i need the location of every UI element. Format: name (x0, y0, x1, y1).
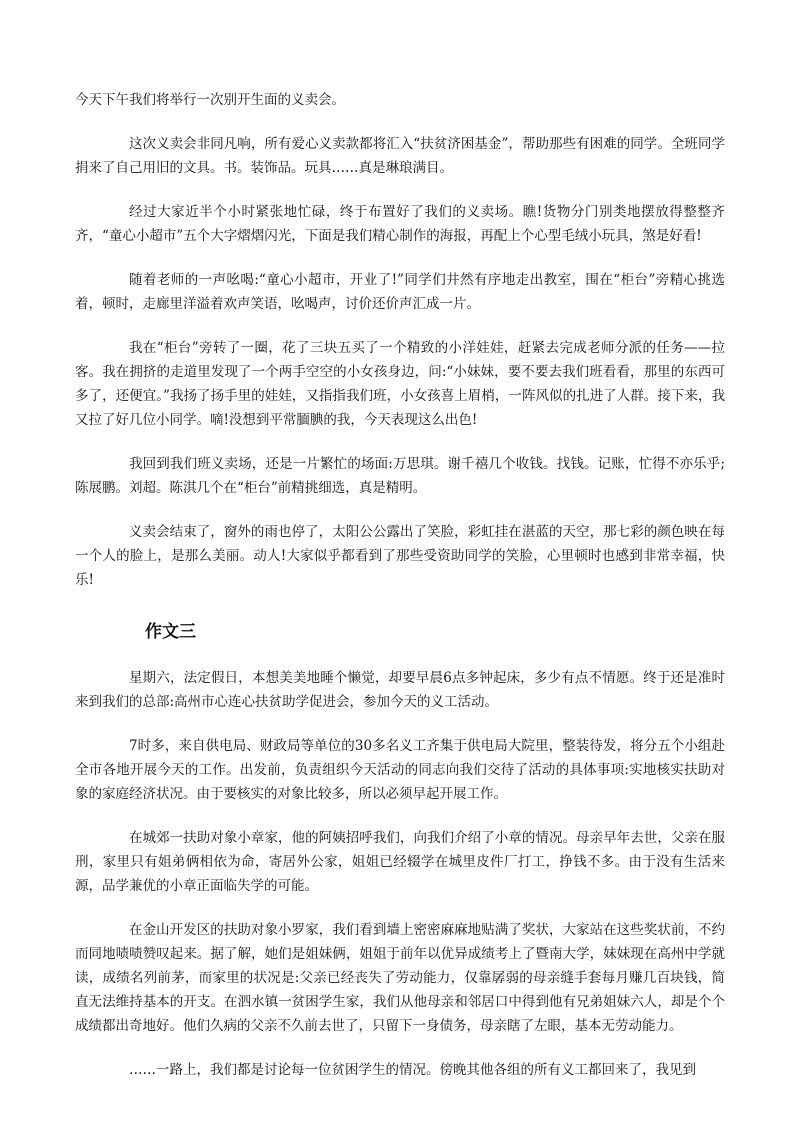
paragraph: 7时多，来自供电局、财政局等单位的30多名义工齐集于供电局大院里，整装待发，将分五个小组赴全市各地开展今天的工作。出发前，负责组织今天活动的同志向我们交待了活动的具体事项:实地核实扶助对象的家庭经济状况。由于要核实的对象比较多，所以必须早起开展工作。 (75, 738, 725, 802)
paragraph: 义卖会结束了，窗外的雨也停了，太阳公公露出了笑脸，彩虹挂在湛蓝的天空，那七彩的颜色映在每一个人的脸上，是那么美丽。动人!大家似乎都看到了那些受资助同学的笑脸，心里顿时也感到非常幸福，快乐! (75, 524, 725, 588)
paragraph: 在金山开发区的扶助对象小罗家，我们看到墙上密密麻麻地贴满了奖状，大家站在这些奖状前，不约而同地啧啧赞叹起来。据了解，她们是姐妹俩，姐姐于前年以优异成绩考上了暨南大学，妹妹现在高州中学就读，成绩名列前茅，而家里的状况是:父亲已经丧失了劳动能力，仅靠孱弱的母亲缝手套每月赚几百块钱，简直无法维持基本的开支。在泗水镇一贫困学生家，我们从他母亲和邻居口中得到他有兄弟姐妹六人，却是个个成绩都出奇地好。他们久病的父亲不久前去世了，只留下一身债务，母亲瞎了左眼，基本无劳动能力。 (75, 922, 725, 1034)
document-page (75, 88, 725, 1102)
paragraph: 随着老师的一声吆喝:“童心小超市，开业了!”同学们井然有序地走出教室，围在“柜台”旁精心挑选着，顿时，走廊里洋溢着欢声笑语，吆喝声，讨价还价声汇成一片。 (75, 272, 725, 312)
section-title: 作文三 (145, 622, 196, 642)
paragraph: 今天下午我们将举行一次别开生面的义卖会。 (75, 92, 345, 108)
paragraph: ……一路上，我们都是讨论每一位贫困学生的情况。傍晚其他各组的所有义工都回来了，我见到 (129, 1062, 696, 1078)
paragraph: 在城郊一扶助对象小章家，他的阿姨招呼我们，向我们介绍了小章的情况。母亲早年去世，父亲在服刑，家里只有姐弟俩相依为命，寄居外公家，姐姐已经辍学在城里皮件厂打工，挣钱不多。由于没有生活来源，品学兼优的小章正面临失学的可能。 (75, 830, 725, 894)
paragraph: 我回到我们班义卖场，还是一片繁忙的场面:万思琪。谢千禧几个收钱。找钱。记账，忙得不亦乐乎;陈展鹏。刘超。陈淇几个在“柜台”前精挑细选，真是精明。 (75, 456, 725, 496)
paragraph: 我在“柜台”旁转了一圈，花了三块五买了一个精致的小洋娃娃，赶紧去完成老师分派的任务——拉客。我在拥挤的走道里发现了一个两手空空的小女孩身边，问:“小妹妹，要不要去我们班看看，那里的东西可多了，还便宜。”我扬了扬手里的娃娃，又指指我们班，小女孩喜上眉梢，一阵风似的扎进了人群。接下来，我又拉了好几位小同学。嘀!没想到平常腼腆的我，今天表现这么出色! (75, 340, 725, 428)
paragraph: 经过大家近半个小时紧张地忙碌，终于布置好了我们的义卖场。瞧!货物分门别类地摆放得整整齐齐，“童心小超市”五个大字熠熠闪光，下面是我们精心制作的海报，再配上个心型毛绒小玩具，煞是好看! (75, 204, 725, 244)
paragraph: 这次义卖会非同凡响，所有爱心义卖款都将汇入“扶贫济困基金”，帮助那些有困难的同学。全班同学捐来了自己用旧的文具。书。装饰品。玩具……真是琳琅满目。 (75, 136, 725, 176)
paragraph: 星期六，法定假日，本想美美地睡个懒觉，却要早晨6点多钟起床，多少有点不情愿。终于还是准时来到我们的总部:高州市心连心扶贫助学促进会，参加今天的义工活动。 (75, 670, 725, 710)
